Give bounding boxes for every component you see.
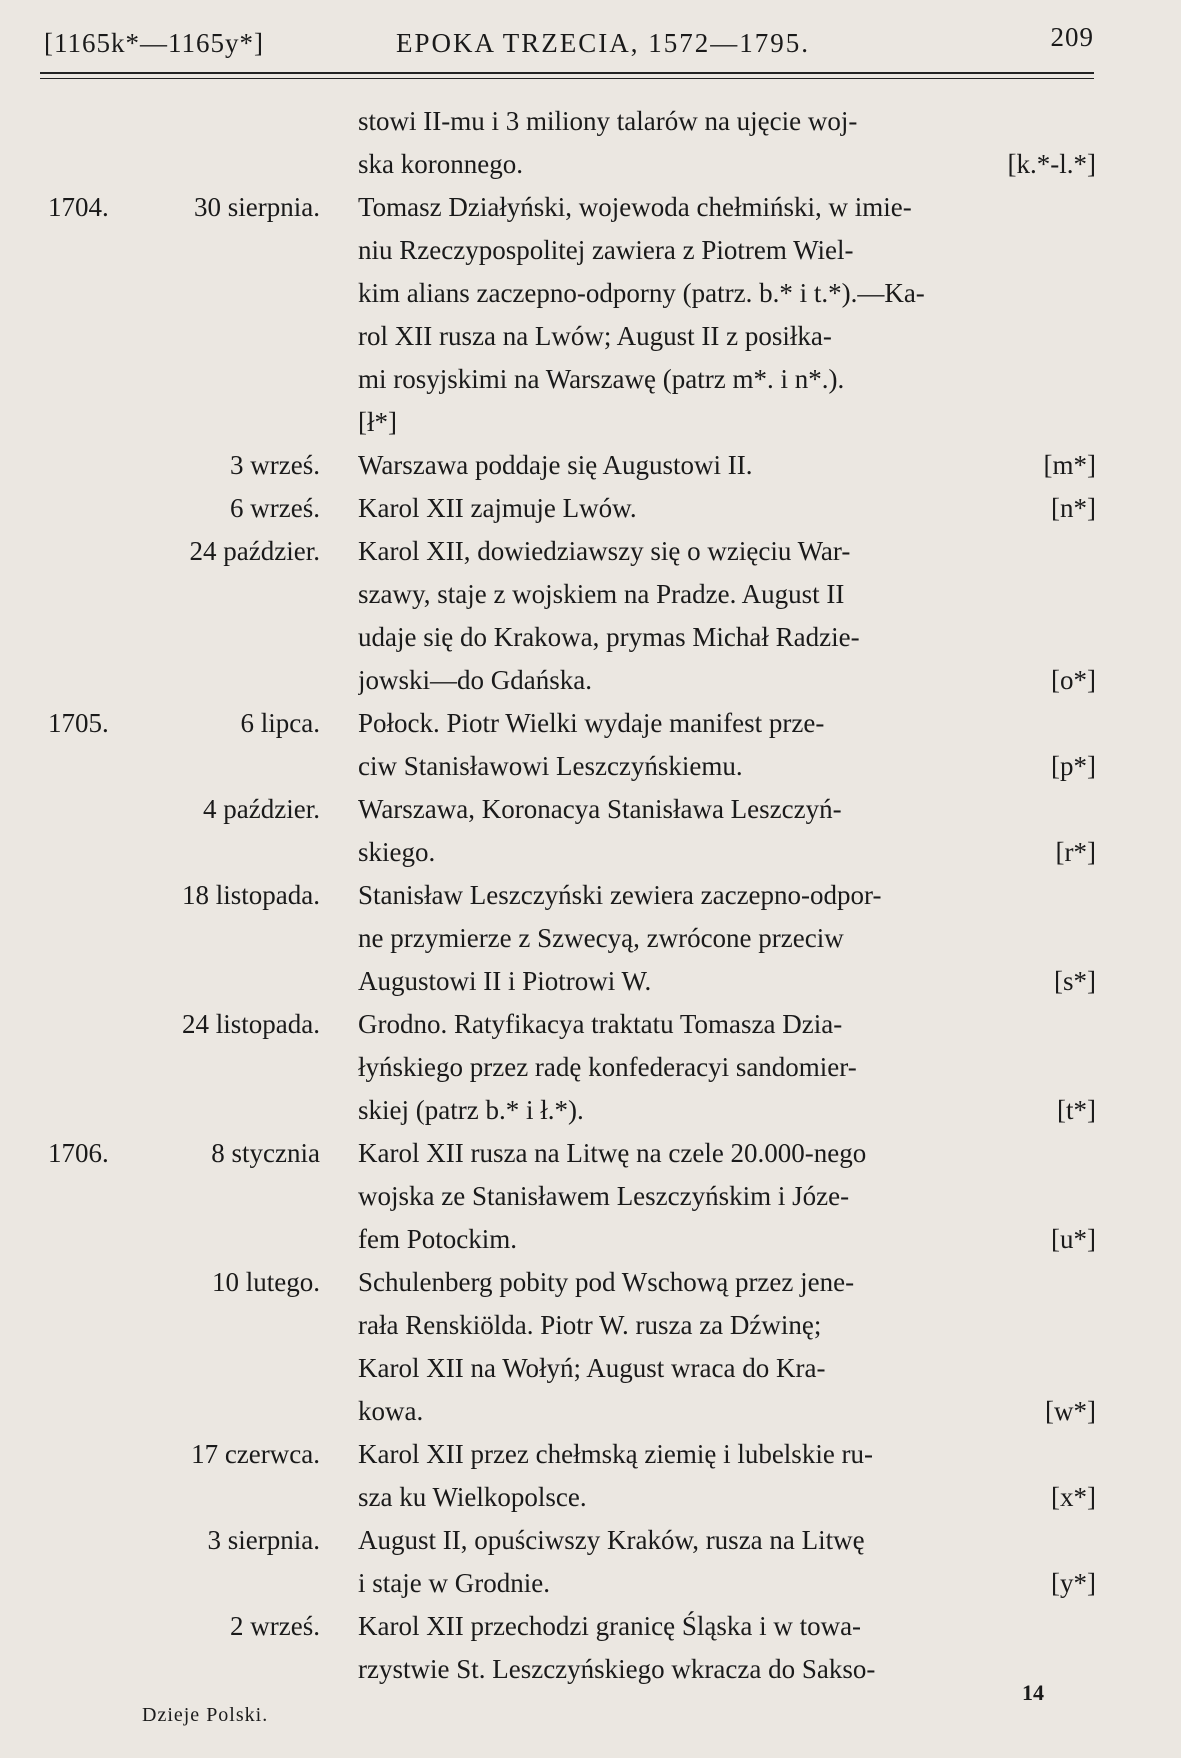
header-title: EPOKA TRZECIA, 1572—1795. [396,28,811,58]
entry-line-text: skiego. [358,837,436,867]
footnote-reference: [ł*] [358,407,397,437]
entry-line-text: łyńskiego przez radę konfederacyi sandomier- [358,1052,857,1082]
entry-text [358,487,1096,530]
chronology-entry [0,1433,1181,1519]
entry-line-text: stowi II-mu i 3 miliony talarów na ujęcie woj- [358,106,858,136]
entry-line [358,100,1096,143]
entry-line-text: sza ku Wielkopolsce. [358,1482,587,1512]
entry-line [358,1648,1096,1691]
entry-line-text: Tomasz Działyński, wojewoda chełmiński, w imie- [358,192,912,222]
footnote-reference: [w*] [1045,1396,1096,1426]
entry-date: 6 wrześ. [230,493,320,523]
entry-date: 24 listopada. [182,1009,320,1039]
footnote-reference: [p*] [1051,751,1096,781]
entry-line [358,487,1096,530]
entry-text [358,530,1096,702]
entry-line-text: Karol XII rusza na Litwę na czele 20.000-nego [358,1138,867,1168]
entry-line [358,1261,1096,1304]
chronology-entry [0,1519,1181,1605]
header-rule [40,72,1094,74]
entry-line-text: niu Rzeczypospolitej zawiera z Piotrem Wiel- [358,235,854,265]
entry-text [358,444,1096,487]
footnote-reference: [k.*-l.*] [1007,149,1096,179]
chronology-entry [0,702,1181,788]
entry-line-text: Grodno. Ratyfikacya traktatu Tomasza Dzia- [358,1009,843,1039]
entry-line [358,745,1096,788]
entry-text [358,1519,1096,1605]
entry-line-text: August II, opuściwszy Kraków, rusza na Litwę [358,1525,865,1555]
entry-year: 1706. [48,1138,109,1168]
entry-text [358,1261,1096,1433]
entry-date: 24 paździer. [189,536,320,566]
entry-line-text: Karol XII, dowiedziawszy się o wzięciu War- [358,536,851,566]
entry-line [358,1046,1096,1089]
entry-line-text: kowa. [358,1396,424,1426]
entry-line [358,788,1096,831]
entry-date: 2 wrześ. [230,1611,320,1641]
entry-line [358,315,1096,358]
chronology-list [0,100,1181,1691]
footnote-reference: [r*] [1055,837,1096,867]
footer-book-title: Dzieje Polski. [142,1704,269,1726]
entry-text [358,186,1096,444]
entry-line [358,358,1096,401]
entry-line [358,1519,1096,1562]
entry-line [358,659,1096,702]
entry-date: 18 listopada. [182,880,320,910]
footnote-reference: [m*] [1043,450,1096,480]
entry-text [358,1003,1096,1132]
entry-line-text: ne przymierze z Szwecyą, zwrócone przeciw [358,923,844,953]
chronology-entry [0,1132,1181,1261]
chronology-entry [0,788,1181,874]
entry-line-text: Warszawa poddaje się Augustowi II. [358,450,753,480]
entry-line-text: szawy, staje z wojskiem na Pradze. August II [358,579,845,609]
entry-line-text: skiej (patrz b.* i ł.*). [358,1095,584,1125]
chronology-entry [0,1261,1181,1433]
entry-text [358,1132,1096,1261]
entry-line [358,1218,1096,1261]
footnote-reference: [n*] [1051,493,1096,523]
entry-line-text: i staje w Grodnie. [358,1568,550,1598]
entry-line-text: mi rosyjskimi na Warszawę (patrz m*. i n*.). [358,364,845,394]
footnote-reference: [u*] [1051,1224,1096,1254]
entry-line-text: fem Potockim. [358,1224,517,1254]
entry-line-text: Stanisław Leszczyński zewiera zaczepno-odpor- [358,880,882,910]
entry-line [358,143,1096,186]
entry-year: 1705. [48,708,109,738]
entry-line [358,1476,1096,1519]
entry-line [358,186,1096,229]
entry-line [358,1390,1096,1433]
entry-line [358,874,1096,917]
entry-line-text: rała Renskiölda. Piotr W. rusza za Dźwinę; [358,1310,822,1340]
entry-line-text: rol XII rusza na Lwów; August II z posiłka- [358,321,832,351]
header-rule-thin [40,78,1094,79]
entry-date: 17 czerwca. [191,1439,320,1469]
chronology-entry [0,530,1181,702]
entry-year: 1704. [48,192,109,222]
chronology-entry [0,487,1181,530]
page-number: 209 [1050,22,1094,52]
footnote-reference: [y*] [1051,1568,1096,1598]
entry-line-text: rzystwie St. Leszczyńskiego wkracza do Sakso- [358,1654,876,1684]
entry-line-text: ska koronnego. [358,149,523,179]
entry-line [358,573,1096,616]
footnote-reference: [t*] [1057,1095,1096,1125]
entry-date: 10 lutego. [212,1267,320,1297]
entry-line-text: ciw Stanisławowi Leszczyńskiemu. [358,751,743,781]
entry-line [358,1175,1096,1218]
footer-signature: 14 [1022,1680,1044,1705]
entry-line [358,1347,1096,1390]
footnote-reference: [s*] [1054,966,1096,996]
chronology-entry [0,186,1181,444]
entry-line-text: kim alians zaczepno-odporny (patrz. b.* i t.*).—Ka- [358,278,925,308]
entry-line [358,1304,1096,1347]
entry-line-text: Karol XII przez chełmską ziemię i lubelskie ru- [358,1439,874,1469]
entry-line [358,1089,1096,1132]
entry-date: 30 sierpnia. [194,192,320,222]
entry-line [358,1003,1096,1046]
chronology-entry [0,100,1181,186]
entry-date: 8 stycznia [211,1138,320,1168]
entry-line [358,702,1096,745]
chronology-entry [0,1605,1181,1691]
footnote-reference: [o*] [1051,665,1096,695]
entry-line-text: Karol XII przechodzi granicę Śląska i w towa- [358,1611,862,1641]
entry-line-text: Warszawa, Koronacya Stanisława Leszczyń- [358,794,842,824]
entry-line [358,444,1096,487]
entry-text [358,100,1096,186]
running-header [40,20,1100,70]
entry-line [358,1132,1096,1175]
entry-date: 3 wrześ. [230,450,320,480]
entry-date: 3 sierpnia. [207,1525,320,1555]
entry-text [358,702,1096,788]
entry-line-text: Połock. Piotr Wielki wydaje manifest prze- [358,708,825,738]
entry-date: 4 paździer. [203,794,320,824]
entry-line-text: jowski—do Gdańska. [358,665,592,695]
footnote-reference: [x*] [1051,1482,1096,1512]
entry-line [358,272,1096,315]
entry-line-text: Augustowi II i Piotrowi W. [358,966,652,996]
entry-line [358,1562,1096,1605]
entry-line [358,960,1096,1003]
entry-line [358,917,1096,960]
entry-text [358,1433,1096,1519]
entry-date: 6 lipca. [240,708,320,738]
entry-line [358,831,1096,874]
entry-line [358,1433,1096,1476]
entry-line [358,530,1096,573]
entry-line [358,616,1096,659]
chronology-entry [0,444,1181,487]
entry-line-text: Karol XII zajmuje Lwów. [358,493,637,523]
entry-line-text: Schulenberg pobity pod Wschową przez jene- [358,1267,855,1297]
entry-line-text: udaje się do Krakowa, prymas Michał Radzie- [358,622,860,652]
chronology-entry [0,1003,1181,1132]
entry-line-text: wojska ze Stanisławem Leszczyńskim i Józe- [358,1181,850,1211]
chronology-entry [0,874,1181,1003]
entry-line [358,229,1096,272]
entry-text [358,1605,1096,1691]
entry-line-text: Karol XII na Wołyń; August wraca do Kra- [358,1353,826,1383]
header-range: [1165k*—1165y*] [44,28,264,58]
entry-line [358,1605,1096,1648]
entry-text [358,788,1096,874]
entry-text [358,874,1096,1003]
